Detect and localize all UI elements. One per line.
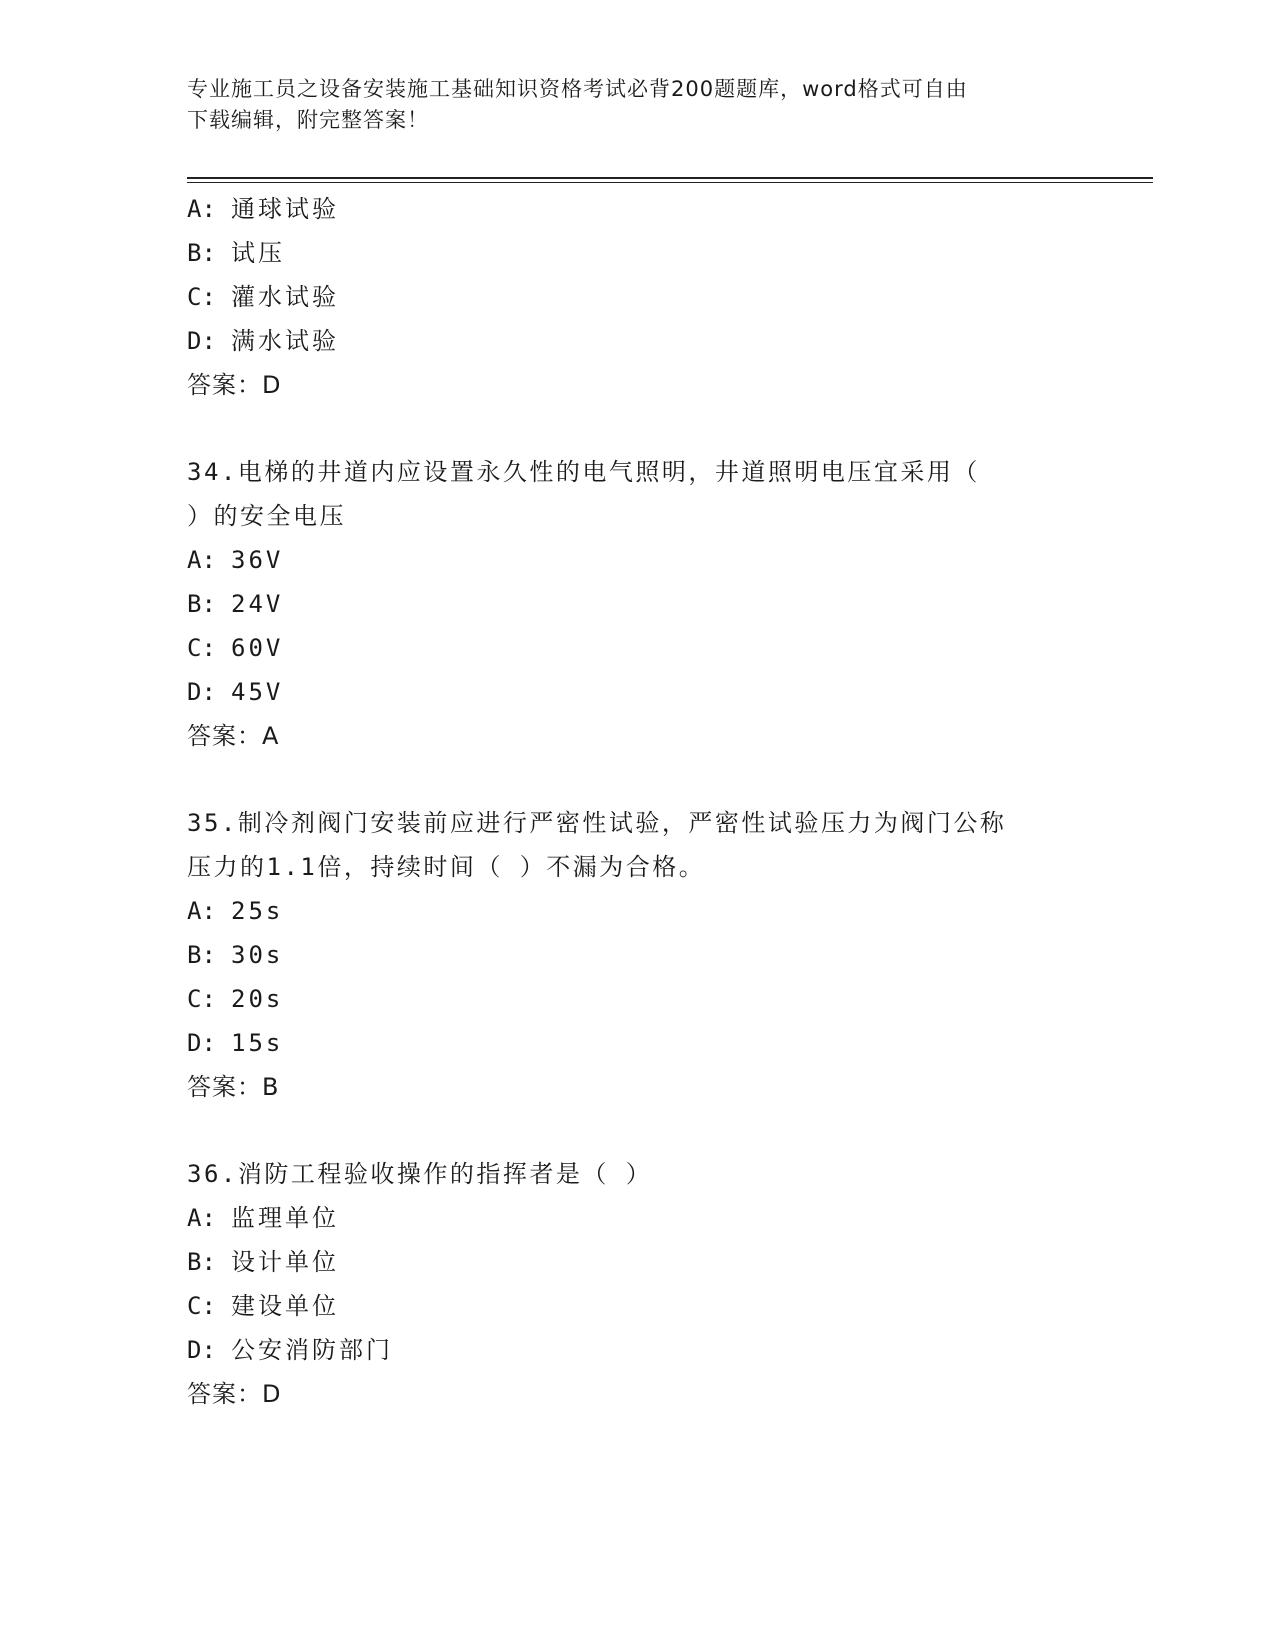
option-label: C: [187,985,216,1013]
option-label: D: [187,327,216,355]
option-label: C: [187,1292,216,1320]
question-35-line-2: 压力的1.1倍，持续时间（ ）不漏为合格。 [187,853,706,881]
option-text: 建设单位 [231,1292,339,1320]
option-text: 监理单位 [231,1204,339,1232]
option-d [187,676,283,708]
option-text: 45V [231,678,284,706]
option-label: C: [187,283,216,311]
option-b [187,237,285,269]
option-label: D: [187,678,216,706]
option-text: 36V [231,546,284,574]
header-rule-top [187,177,1153,179]
option-label: A: [187,897,216,925]
option-text: 30s [231,941,284,969]
option-text: 通球试验 [231,195,339,223]
option-label: B: [187,239,216,267]
question-35-line-1: 35.制冷剂阀门安装前应进行严密性试验，严密性试验压力为阀门公称 [187,809,1007,837]
document-header [187,74,1087,136]
option-c [187,281,339,313]
option-text: 公安消防部门 [231,1336,393,1364]
option-text: 试压 [231,239,285,267]
option-label: B: [187,590,216,618]
answer-line: 答案：B [187,1073,280,1101]
option-label: A: [187,1204,216,1232]
option-c [187,632,283,664]
option-d [187,325,339,357]
question-34-line-2: ）的安全电压 [187,502,346,530]
option-text: 15s [231,1029,284,1057]
option-text: 20s [231,985,284,1013]
option-text: 设计单位 [231,1248,339,1276]
option-b [187,588,283,620]
question-34-line-1: 34.电梯的井道内应设置永久性的电气照明，井道照明电压宜采用（ [187,458,980,486]
option-b [187,939,283,971]
option-c [187,1290,339,1322]
option-a [187,544,283,576]
option-text: 60V [231,634,284,662]
option-label: D: [187,1029,216,1057]
option-a [187,1202,339,1234]
option-label: C: [187,634,216,662]
option-b [187,1246,339,1278]
option-text: 灌水试验 [231,283,339,311]
option-c [187,983,283,1015]
option-label: B: [187,1248,216,1276]
option-d [187,1027,283,1059]
option-label: A: [187,546,216,574]
option-label: D: [187,1336,216,1364]
option-a [187,193,339,225]
option-label: B: [187,941,216,969]
header-rule-bottom [187,182,1153,183]
answer-line: 答案：D [187,371,282,399]
option-d [187,1334,393,1366]
answer-line: 答案：D [187,1380,282,1408]
header-line-2: 下载编辑，附完整答案！ [187,108,429,132]
header-line-1: 专业施工员之设备安装施工基础知识资格考试必背200题题库，word格式可自由 [187,77,968,101]
option-a [187,895,283,927]
option-label: A: [187,195,216,223]
option-text: 24V [231,590,284,618]
option-text: 满水试验 [231,327,339,355]
question-36-line-1: 36.消防工程验收操作的指挥者是（ ） [187,1160,653,1188]
option-text: 25s [231,897,284,925]
answer-line: 答案：A [187,722,280,750]
